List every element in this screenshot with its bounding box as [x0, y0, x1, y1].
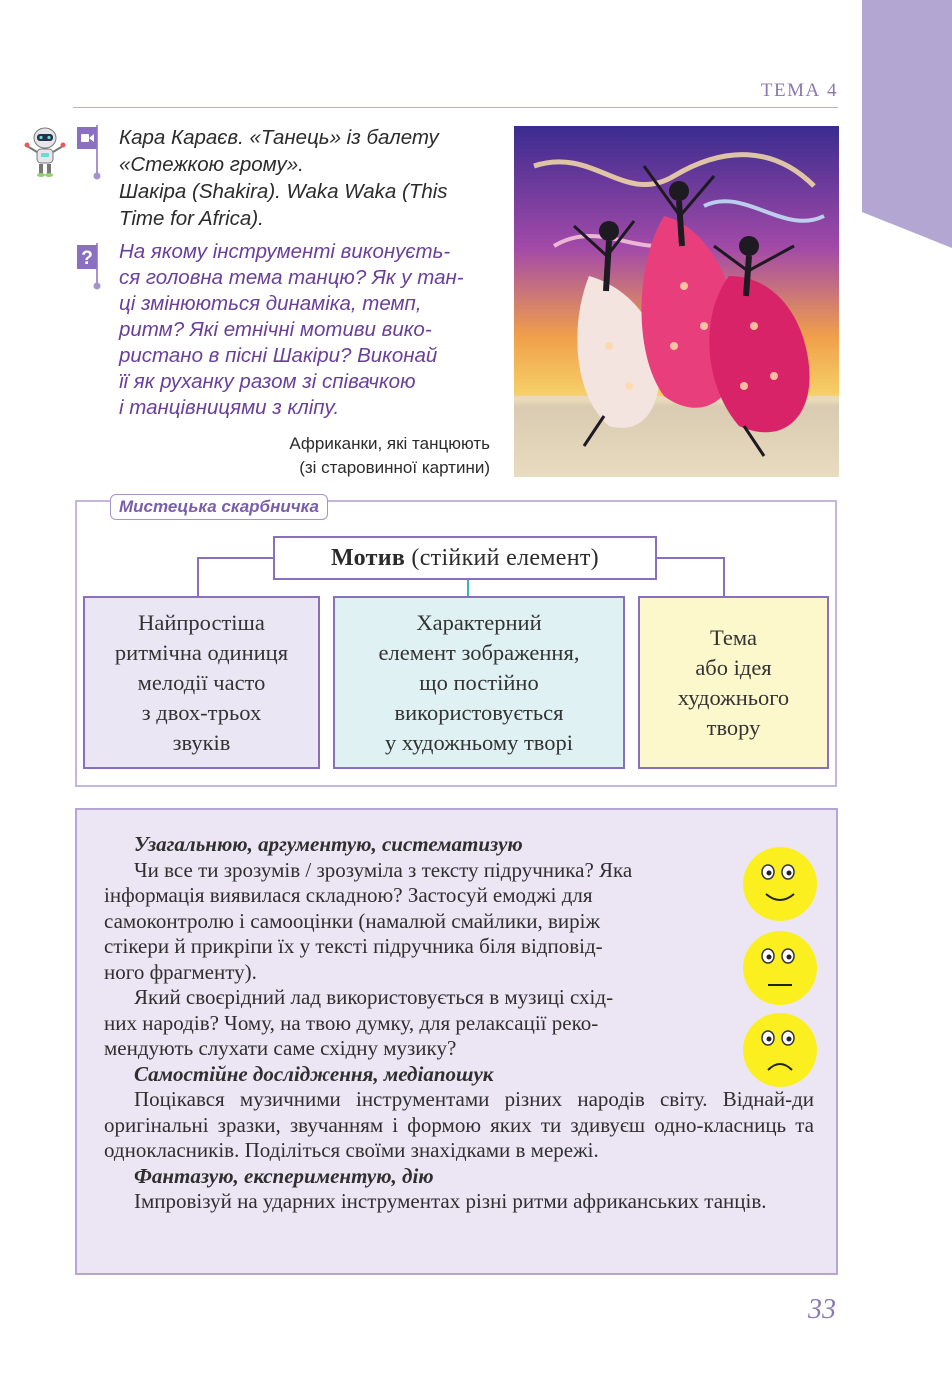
media-line: Кара Караєв. «Танець» із балету	[119, 126, 439, 149]
para-line: них народів? Чому, на твою думку, для релаксації реко-	[104, 1010, 599, 1035]
caption-line-2: (зі старовинної картини)	[299, 458, 490, 477]
question-line: ритм? Які етнічні мотиви вико-	[119, 318, 432, 341]
para-line: Який своєрідний лад використовується в музиці схід-	[134, 985, 614, 1009]
question-line: і танцівницями з кліпу.	[119, 396, 340, 419]
definition-literature-box	[638, 596, 829, 769]
research-paragraph: Поцікався музичними інструментами різних народів світу. Віднай-ди оригінальні зразки, звучанням і формою яких ти здивуєш одно-класниць та однокласників. Поділіться своїми знахідками в мережі.	[104, 1087, 814, 1162]
neutral-smiley-icon	[742, 930, 818, 1006]
summary-heading: Узагальнюю, аргументую, систематизую	[134, 832, 523, 856]
para-line: інформація виявилася складною? Застосуй емоджі для	[104, 883, 593, 907]
para-line: самоконтролю і самооцінки (намалюй смайлики, виріж	[104, 908, 600, 933]
definition-art-box	[333, 596, 625, 769]
definition-music-text: Найпростіша ритмічна одиниця мелодії часто з двох-трьох звуків	[114, 609, 289, 755]
fantasy-paragraph: Імпровізуй на ударних інструментах різні ритми африканських танців.	[134, 1189, 767, 1213]
summary-paragraph	[104, 858, 712, 986]
para-line: стікери й прикріпи їх у тексті підручника біля відповід-	[104, 934, 603, 958]
motif-term-box	[273, 536, 657, 580]
question-line: ся головна тема танцю? Як у тан-	[119, 266, 464, 289]
para-line: ного фрагменту).	[104, 959, 257, 984]
definition-literature-text: Тема або ідея художнього твору	[677, 624, 790, 740]
caption-line-1: Африканки, які танцюють	[289, 434, 490, 453]
media-line: «Стежкою грому».	[119, 153, 304, 176]
motif-description: (стійкий елемент)	[405, 545, 599, 571]
para-line: мендують слухати саме східну музику?	[104, 1036, 457, 1060]
question-line: ці змінюються динаміка, темп,	[119, 292, 422, 315]
para-line: Чи все ти зрозумів / зрозуміла з тексту підручника? Яка	[134, 857, 633, 882]
question-line: На якому інструменті виконуєть-	[119, 240, 451, 263]
question-line: ристано в пісні Шакіри? Виконай	[119, 344, 438, 367]
theme-label: ТЕМА 4	[760, 80, 838, 101]
definition-art-text: Характерний елемент зображення, що постійно використовується у художньому творі	[378, 609, 580, 755]
media-line: Шакіра (Shakira). Waka Waka (This	[119, 180, 448, 203]
svg-text:?: ?	[81, 248, 93, 269]
fantasy-heading: Фантазую, експериментую, дію	[134, 1163, 434, 1188]
research-heading: Самостійне дослідження, медіапошук	[134, 1061, 494, 1086]
motif-term: Мотив	[331, 545, 406, 571]
page-number: 33	[808, 1294, 836, 1325]
summary-text	[104, 832, 814, 1215]
treasury-label: Мистецька скарбничка	[110, 494, 328, 520]
question-line: її як руханку разом зі співачкою	[119, 370, 416, 393]
media-line: Time for Africa).	[119, 207, 264, 230]
definition-music-box	[83, 596, 320, 769]
sad-smiley-icon	[742, 1012, 818, 1088]
happy-smiley-icon	[742, 846, 818, 922]
summary-paragraph	[104, 985, 712, 1062]
